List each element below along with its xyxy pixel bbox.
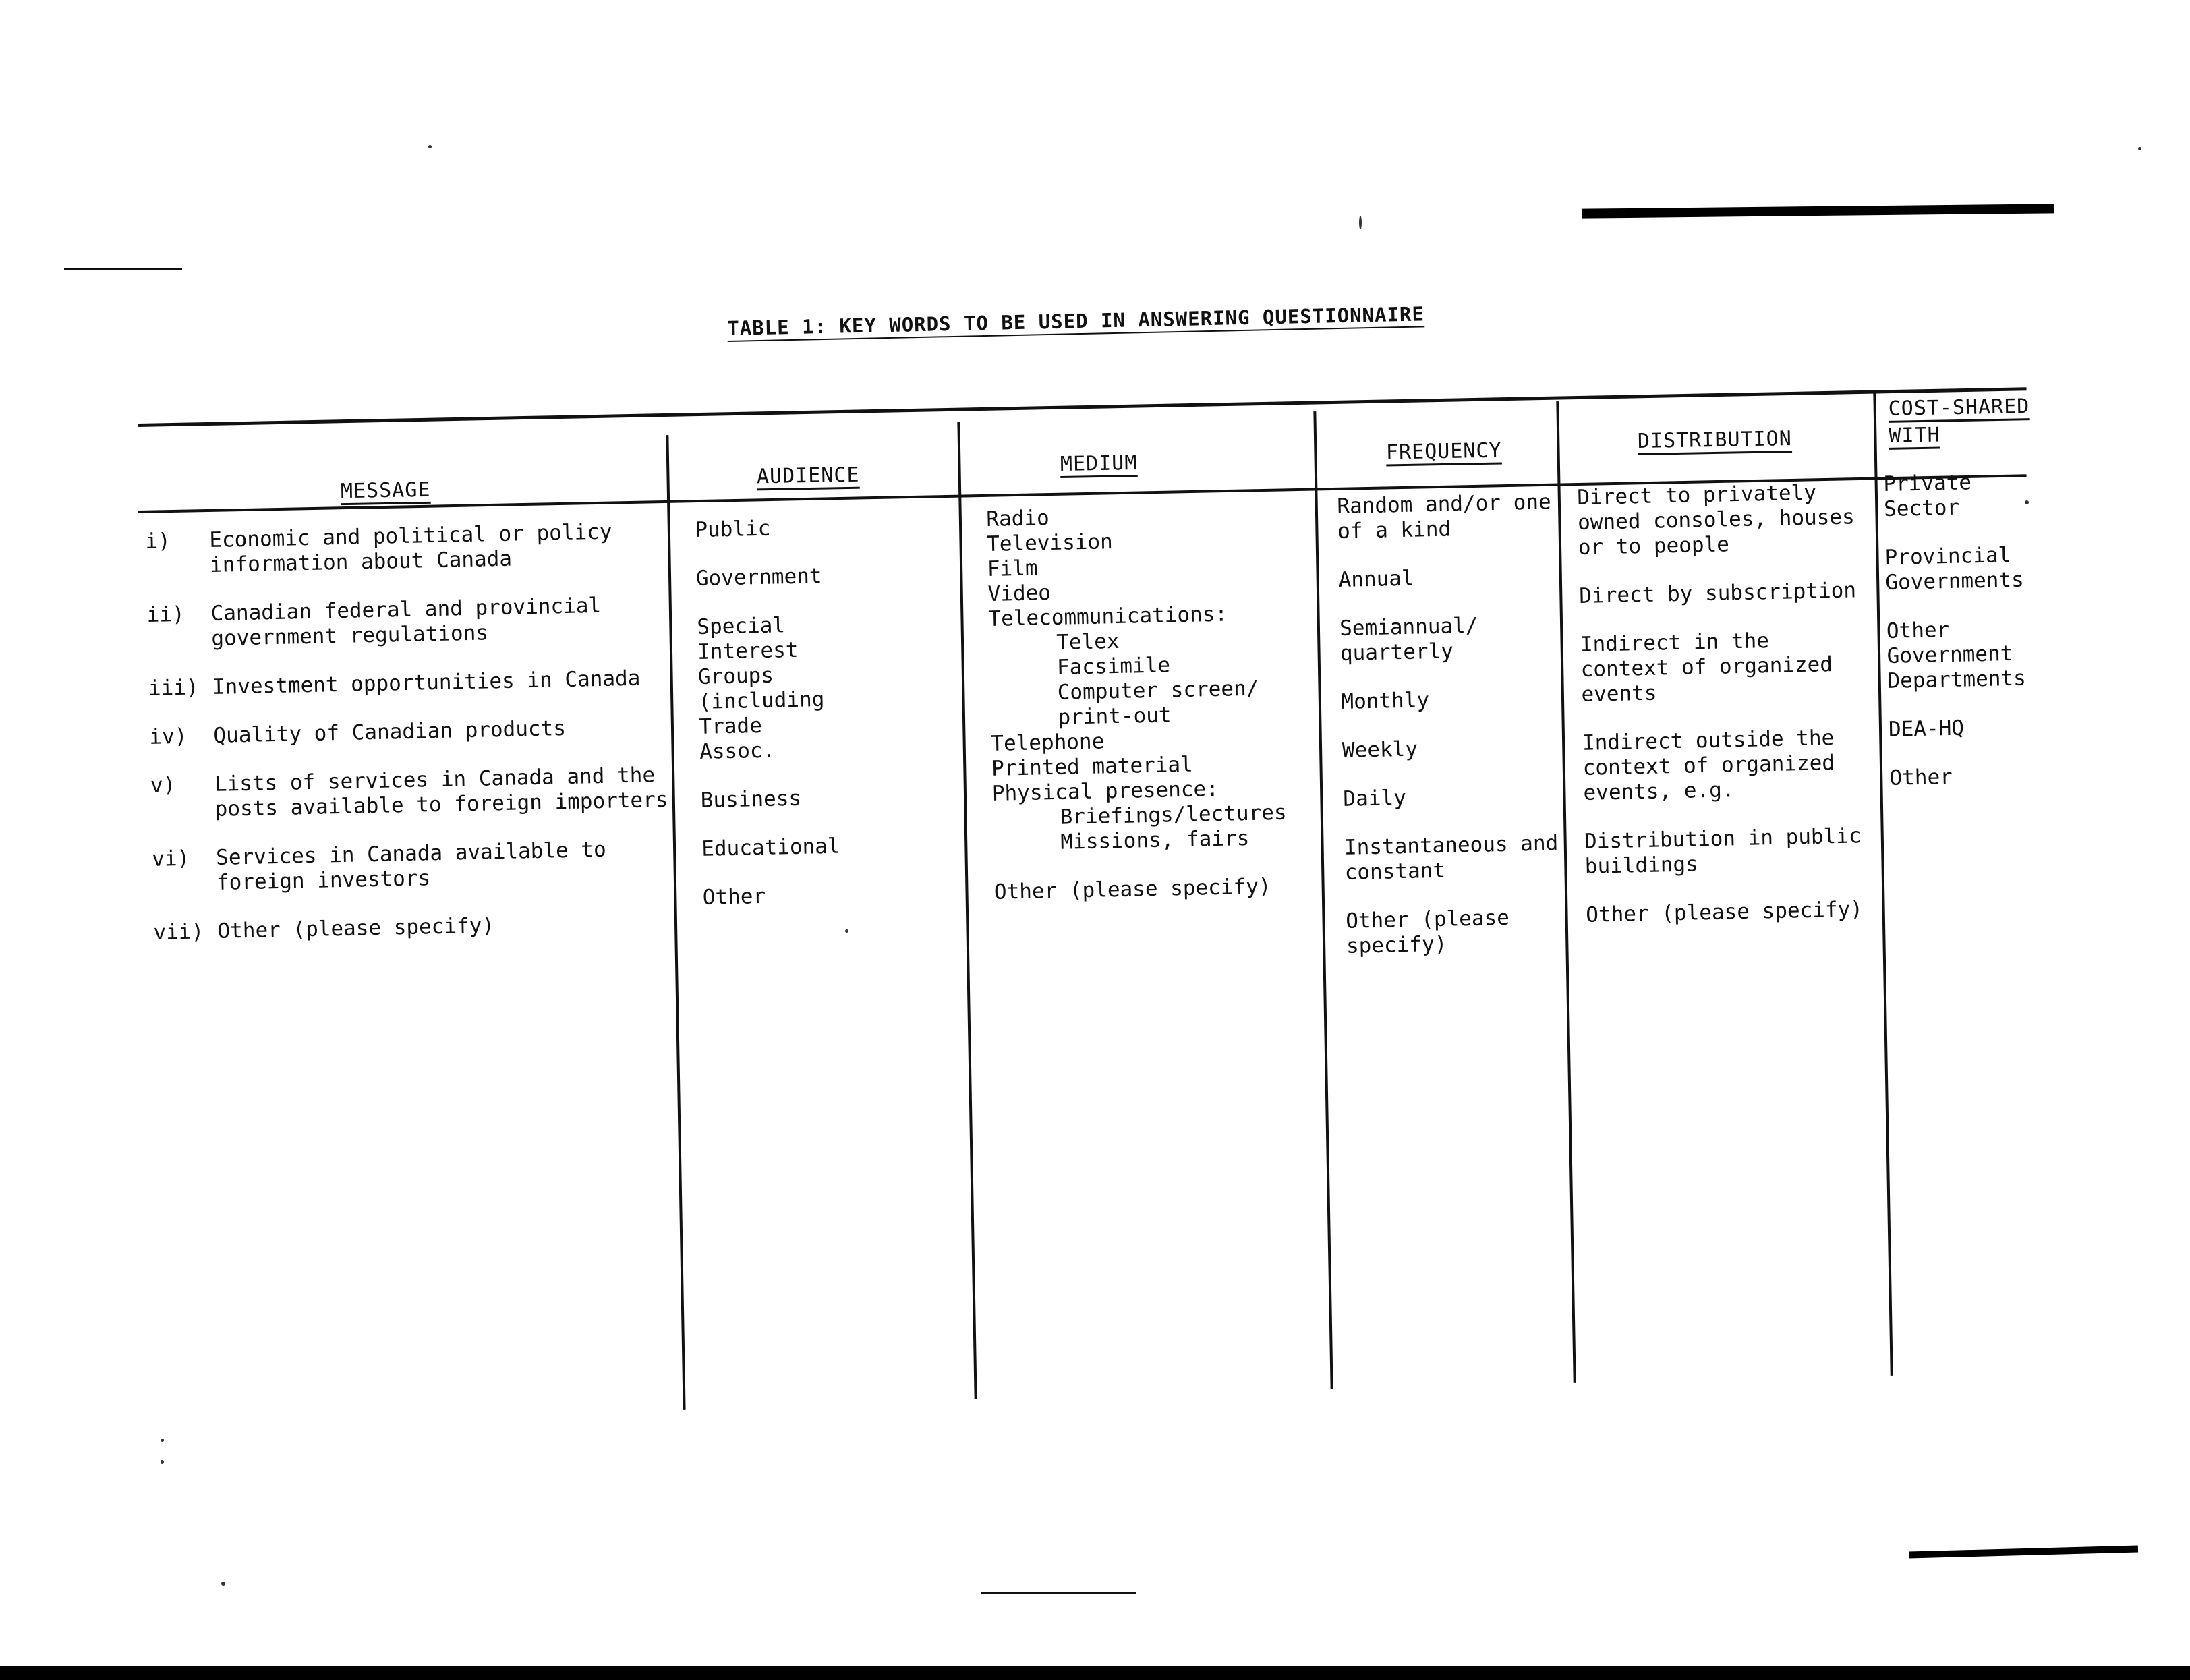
list-item: Educational xyxy=(701,834,840,861)
list-item: Direct by subscription xyxy=(1579,578,1857,608)
list-item: Instantaneous and constant xyxy=(1344,831,1559,885)
scan-border-bottom xyxy=(0,1666,2190,1680)
list-item: Indirect outside the context of organized events, e.g. xyxy=(1582,726,1835,805)
list-item: Other xyxy=(1889,764,1953,790)
list-item: ii) Canadian federal and provincial government regulations xyxy=(146,593,602,651)
list-item: Random and/or one of a kind xyxy=(1337,490,1551,544)
list-item: Other (please specify) xyxy=(1345,905,1510,958)
list-item: Other (please specify) xyxy=(993,874,1271,904)
header-distribution: DISTRIBUTION xyxy=(1637,427,1793,453)
header-message: MESSAGE xyxy=(340,477,431,504)
audience-column xyxy=(695,515,842,934)
distribution-column xyxy=(1577,480,1864,951)
header-audience: AUDIENCE xyxy=(756,463,860,489)
list-item: Indirect in the context of organized events xyxy=(1580,629,1833,707)
column-separator xyxy=(1313,411,1333,1389)
list-item: vi) Services in Canada available to foreign investors xyxy=(151,837,607,895)
header-cost-shared: COST-SHARED WITH xyxy=(1888,395,2030,448)
list-item: Private Sector xyxy=(1883,470,1972,521)
scan-smudge-bottom xyxy=(1909,1546,2138,1559)
list-item: Daily xyxy=(1343,785,1407,811)
medium-column xyxy=(986,501,1288,905)
list-item: Video xyxy=(987,581,1051,606)
list-item: Telecommunications: xyxy=(988,602,1228,631)
message-column xyxy=(145,519,671,969)
list-item: v) Lists of services in Canada and the posts available to foreign importers xyxy=(150,763,668,821)
list-item: Weekly xyxy=(1342,736,1418,763)
list-item: vii) Other (please specify) xyxy=(153,913,495,945)
list-item: Monthly xyxy=(1341,688,1430,714)
list-item: Special Interest Groups (including Trade Assoc. xyxy=(697,613,825,764)
list-subitem: Computer screen/ xyxy=(1057,676,1259,705)
list-item: Government xyxy=(695,564,822,591)
list-subitem: print-out xyxy=(1058,703,1172,730)
list-item: Provincial Governments xyxy=(1884,543,2025,595)
list-item: Film xyxy=(987,556,1038,581)
list-item: iv) Quality of Canadian products xyxy=(149,716,567,749)
list-item: Physical presence: xyxy=(991,776,1219,806)
list-item: Telephone xyxy=(990,729,1105,756)
column-separator xyxy=(957,422,977,1399)
list-item: iii) Investment opportunities in Canada xyxy=(148,666,641,701)
list-subitem: Missions, fairs xyxy=(1060,825,1250,855)
list-subitem: Facsimile xyxy=(1056,653,1171,680)
scan-mark-left xyxy=(64,268,182,270)
list-item: DEA-HQ xyxy=(1888,716,1965,742)
list-item: Distribution in public buildings xyxy=(1584,823,1862,879)
list-item: Printed material xyxy=(991,752,1194,781)
cost-shared-column xyxy=(1883,469,2029,815)
list-item: Annual xyxy=(1338,566,1414,592)
list-item: Direct to privately owned consoles, houses or to people xyxy=(1577,480,1855,560)
list-item: Radio xyxy=(986,506,1050,531)
list-subitem: Telex xyxy=(1056,629,1120,655)
list-item: Other Government Departments xyxy=(1886,617,2027,693)
list-item: Business xyxy=(700,786,802,813)
list-item: Television xyxy=(986,529,1114,556)
list-subitem: Briefings/lectures xyxy=(1060,800,1287,830)
list-item: Other (please specify) xyxy=(1585,897,1864,927)
table-title: TABLE 1: KEY WORDS TO BE USED IN ANSWERING QUESTIONNAIRE xyxy=(727,302,1425,340)
table-top-rule xyxy=(138,387,2027,427)
header-frequency: FREQUENCY xyxy=(1385,438,1502,465)
frequency-column xyxy=(1337,490,1561,982)
list-item: Semiannual/ quarterly xyxy=(1339,613,1478,666)
list-item: Public xyxy=(695,516,771,542)
header-medium: MEDIUM xyxy=(1060,451,1138,476)
list-item: Other xyxy=(702,884,766,910)
list-item: i) Economic and political or policy information about Canada xyxy=(145,519,612,577)
scan-smudge-top xyxy=(1582,204,2054,218)
